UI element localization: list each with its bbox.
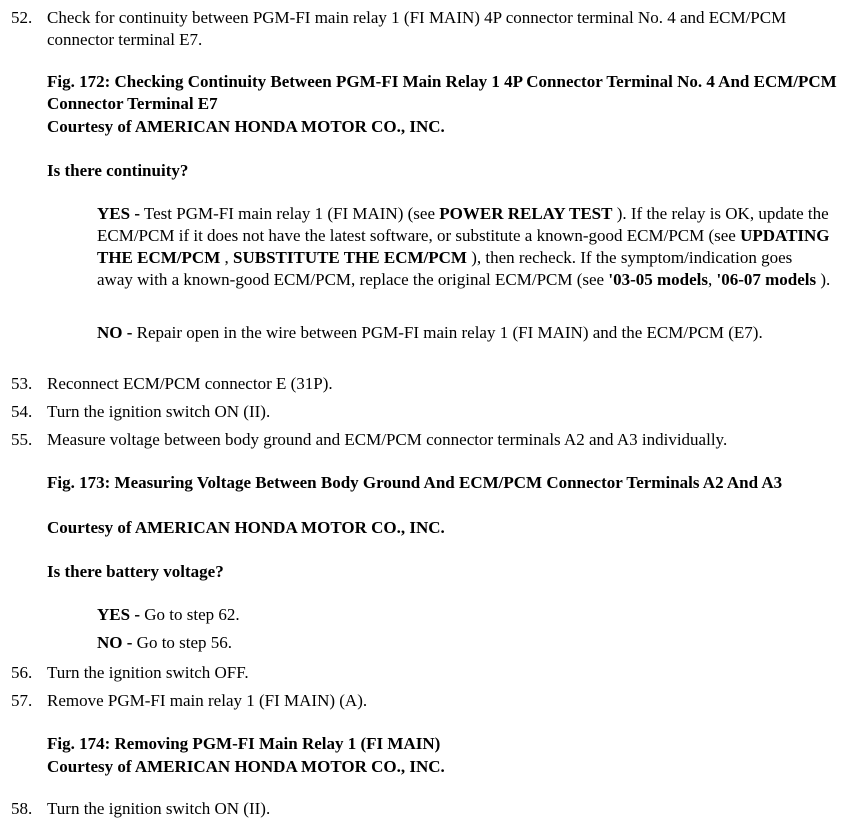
step-text: Measure voltage between body ground and ECM/PCM connector terminals A2 and A3 individually. bbox=[47, 430, 728, 449]
answer-text: Go to step 56. bbox=[132, 633, 233, 652]
question: Is there continuity? bbox=[47, 161, 189, 180]
step-number: 57. bbox=[11, 691, 33, 710]
answer-text: Repair open in the wire between PGM-FI main relay 1 (FI MAIN) and the ECM/PCM (E7). bbox=[132, 323, 763, 342]
answer-text: Test PGM-FI main relay 1 (FI MAIN) (see bbox=[139, 204, 440, 223]
no-label: NO - bbox=[97, 323, 133, 342]
step-text: Turn the ignition switch ON (II). bbox=[47, 799, 271, 818]
step-number: 55. bbox=[11, 430, 33, 449]
answer-text: ). If the relay is OK, update the ECM/PCM if it does not have the latest software, or substitute a known-good ECM/PCM (see bbox=[97, 204, 829, 245]
step-text: Turn the ignition switch OFF. bbox=[47, 663, 249, 682]
link-03-05-models[interactable]: '03-05 models bbox=[608, 270, 708, 289]
step-number: 58. bbox=[11, 799, 33, 818]
link-06-07-models[interactable]: '06-07 models bbox=[716, 270, 817, 289]
step-text: Check for continuity between PGM-FI main relay 1 (FI MAIN) 4P connector terminal No. 4 and ECM/PCM connector terminal E7. bbox=[47, 8, 787, 49]
step-text: Reconnect ECM/PCM connector E (31P). bbox=[47, 374, 333, 393]
answer-no bbox=[97, 322, 832, 344]
figure-caption: Fig. 173: Measuring Voltage Between Body Ground And ECM/PCM Connector Terminals A2 And A3 bbox=[47, 473, 783, 492]
answer-text: ), then recheck. If the symptom/indication goes away with a known-good ECM/PCM, replace the original ECM/PCM (see bbox=[97, 248, 793, 289]
no-label: NO - bbox=[97, 633, 133, 652]
step-text: Turn the ignition switch ON (II). bbox=[47, 402, 271, 421]
answer-text: ). bbox=[816, 270, 831, 289]
step-number: 56. bbox=[11, 663, 33, 682]
figure-courtesy: Courtesy of AMERICAN HONDA MOTOR CO., INC. bbox=[47, 117, 445, 136]
yes-label: YES - bbox=[97, 605, 140, 624]
step-number: 54. bbox=[11, 402, 33, 421]
step-text: Remove PGM-FI main relay 1 (FI MAIN) (A). bbox=[47, 691, 368, 710]
answer-no bbox=[97, 632, 832, 654]
step-number: 53. bbox=[11, 374, 33, 393]
answer-text: , bbox=[708, 270, 717, 289]
answer-yes bbox=[97, 604, 832, 626]
yes-label: YES - bbox=[97, 204, 140, 223]
step-number: 52. bbox=[11, 8, 33, 27]
figure-courtesy: Courtesy of AMERICAN HONDA MOTOR CO., INC. bbox=[47, 518, 445, 537]
question: Is there battery voltage? bbox=[47, 562, 224, 581]
figure-caption: Fig. 172: Checking Continuity Between PGM-FI Main Relay 1 4P Connector Terminal No. 4 And ECM/PCM Connector Terminal E7 bbox=[47, 72, 837, 113]
figure-caption: Fig. 174: Removing PGM-FI Main Relay 1 (FI MAIN) bbox=[47, 734, 441, 753]
link-power-relay-test[interactable]: POWER RELAY TEST bbox=[439, 204, 613, 223]
answer-text: Go to step 62. bbox=[139, 605, 240, 624]
answer-text: , bbox=[220, 248, 233, 267]
link-substitute-ecm-pcm[interactable]: SUBSTITUTE THE ECM/PCM bbox=[233, 248, 467, 267]
answer-yes bbox=[97, 203, 832, 291]
link-updating-ecm-pcm[interactable]: UPDATING THE ECM/PCM bbox=[97, 226, 830, 267]
figure-courtesy: Courtesy of AMERICAN HONDA MOTOR CO., INC. bbox=[47, 757, 445, 776]
